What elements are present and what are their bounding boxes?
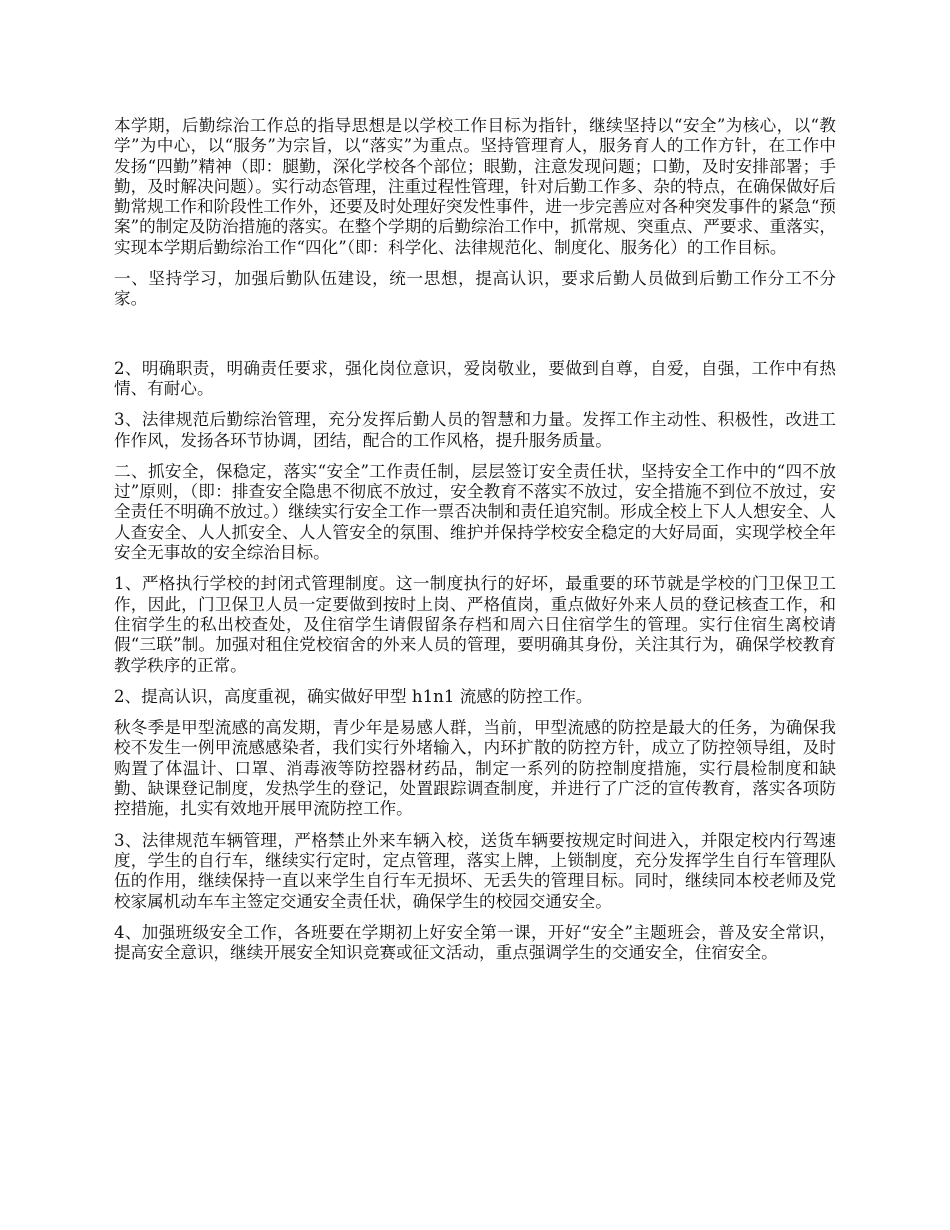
- document-page: [114, 116, 836, 974]
- paragraph-item-2-duty: 2、明确职责，明确责任要求，强化岗位意识，爱岗敬业，要做到自尊，自爱，自强，工作中有热情、有耐心。: [114, 358, 836, 398]
- blank-spacer: [114, 321, 836, 359]
- paragraph-item-1-closed-management: 1、严格执行学校的封闭式管理制度。这一制度执行的好坏，最重要的环节就是学校的门卫保卫工作，因此，门卫保卫人员一定要做到按时上岗、严格值岗，重点做好外来人员的登记核查工作，和住宿学生的私出校查处，及住宿学生请假留条存档和周六日住宿学生的管理。实行住宿生离校请假“三联”制。加强对租住党校宿舍的外来人员的管理，要明确其身份，关注其行为，确保学校教育教学秩序的正常。: [114, 574, 836, 675]
- paragraph-section-two: 二、抓安全，保稳定，落实“安全”工作责任制，层层签订安全责任状，坚持安全工作中的“四不放过”原则，（即：排查安全隐患不彻底不放过，安全教育不落实不放过，安全措施不到位不放过，安全责任不明确不放过。）继续实行安全工作一票否决制和责任追究制。形成全校上下人人想安全、人人查安全、人人抓安全、人人管安全的氛围、维护并保持学校安全稳定的大好局面，实现学校全年安全无事故的安全综治目标。: [114, 461, 836, 563]
- paragraph-item-3-vehicles: 3、法律规范车辆管理，严格禁止外来车辆入校，送货车辆要按规定时间进入，并限定校内行驾速度，学生的自行车，继续实行定时，定点管理，落实上牌，上锁制度，充分发挥学生自行车管理队伍的作用，继续保持一直以来学生自行车无损坏、无丢失的管理目标。同时，继续同本校老师及党校家属机动车车主签定交通安全责任状，确保学生的校园交通安全。: [114, 830, 836, 911]
- paragraph-section-one: 一、坚持学习，加强后勤队伍建设，统一思想，提高认识，要求后勤人员做到后勤工作分工不分家。: [114, 269, 836, 309]
- paragraph-flu-detail: 秋冬季是甲型流感的高发期，青少年是易感人群，当前，甲型流感的防控是最大的任务，为确保我校不发生一例甲流感感染者，我们实行外堵输入，内环扩散的防控方针，成立了防控领导组，及时购置了体温计、口罩、消毒液等防控器材药品，制定一系列的防控制度措施，实行晨检制度和缺勤、缺课登记制度，发热学生的登记，处置跟踪调查制度，并进行了广泛的宣传教育，落实各项防控措施，扎实有效地开展甲流防控工作。: [114, 718, 836, 819]
- paragraph-intro: 本学期，后勤综治工作总的指导思想是以学校工作目标为指针，继续坚持以“安全”为核心，以“教学”为中心，以“服务”为宗旨，以“落实”为重点。坚持管理育人，服务育人的工作方针，在工作中发扬“四勤”精神（即：腿勤，深化学校各个部位；眼勤，注意发现问题；口勤，及时安排部署；手勤，及时解决问题）。实行动态管理，注重过程性管理，针对后勤工作多、杂的特点，在确保做好后勤常规工作和阶段性工作外，还要及时处理好突发性事件，进一步完善应对各种突发事件的紧急“预案”的制定及防治措施的落实。在整个学期的后勤综治工作中，抓常规、突重点、严要求、重落实，实现本学期后勤综治工作“四化”（即：科学化、法律规范化、制度化、服务化）的工作目标。: [114, 116, 837, 257]
- paragraph-item-4-class-safety: 4、加强班级安全工作，各班要在学期初上好安全第一课，开好“安全”主题班会，普及安全常识，提高安全意识，继续开展安全知识竞赛或征文活动，重点强调学生的交通安全，住宿安全。: [114, 922, 836, 963]
- paragraph-item-3-management: 3、法律规范后勤综治管理，充分发挥后勤人员的智慧和力量。发挥工作主动性、积极性，改进工作作风，发扬各环节协调，团结，配合的工作风格，提升服务质量。: [114, 410, 836, 450]
- paragraph-item-2-flu: 2、提高认识，高度重视，确实做好甲型 h1n1 流感的防控工作。: [114, 686, 593, 706]
